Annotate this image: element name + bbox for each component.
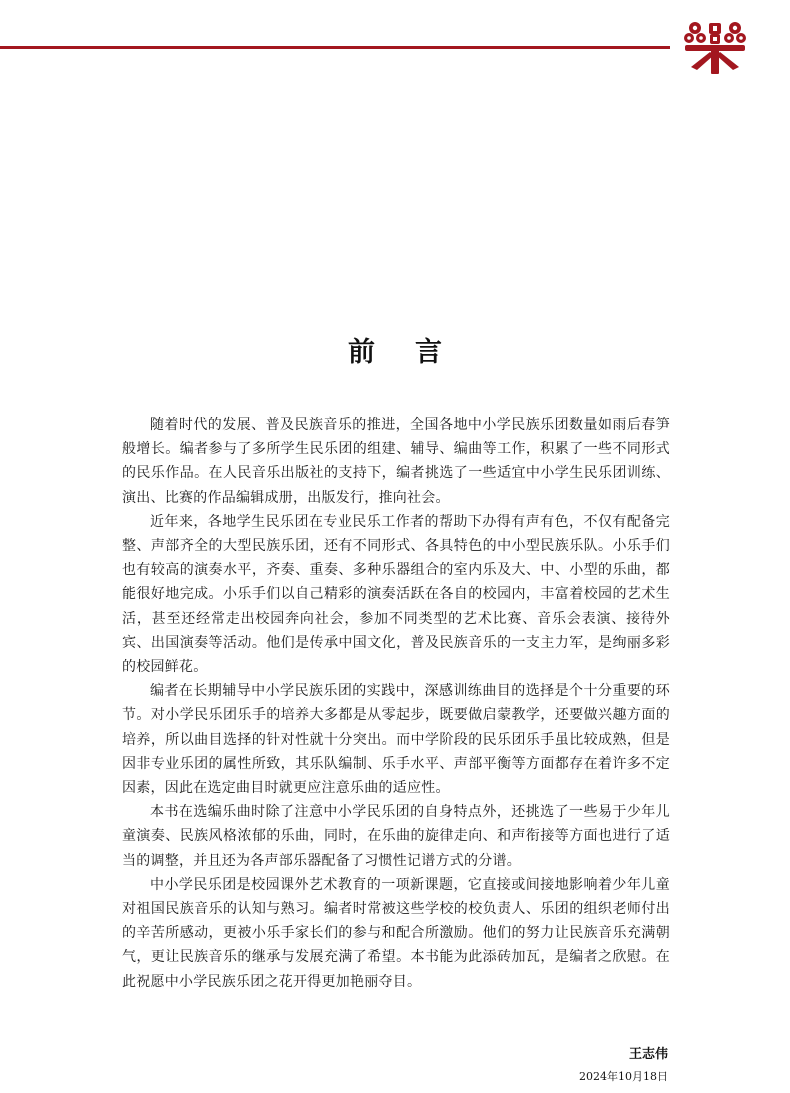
paragraph-4: 本书在选编乐曲时除了注意中小学民乐团的自身特点外，还挑选了一些易于少年儿童演奏、民族风格浓郁的乐曲，同时，在乐曲的旋律走向、和声衔接等方面也进行了适当的调整，并且还为各声部乐器配备了习惯性记谱方式的分谱。 — [122, 804, 670, 869]
paragraph-5: 中小学民乐团是校园课外艺术教育的一项新课题，它直接或间接地影响着少年儿童对祖国民族音乐的认知与熟习。编者时常被这些学校的校负责人、乐团的组织老师付出的辛苦所感动，更被小乐手家长们的参与和配合所激励。他们的努力让民族音乐充满朝气，更让民族音乐的继承与发展充满了希望。本书能为此添砖加瓦，是编者之欣慰。在此祝愿中小学民族乐团之花开得更加艳丽夺目。 — [122, 876, 670, 990]
ornamental-logo-icon — [683, 20, 747, 74]
preface-body — [122, 413, 670, 994]
preface-date: 2024年10月18日 — [579, 1070, 668, 1083]
paragraph-1: 随着时代的发展、普及民族音乐的推进，全国各地中小学民族乐团数量如雨后春笋般增长。编者参与了多所学生民乐团的组建、辅导、编曲等工作，积累了一些不同形式的民乐作品。在人民音乐出版社的支持下，编者挑选了一些适宜中小学生民乐团训练、演出、比赛的作品编辑成册，出版发行，推向社会。 — [122, 417, 670, 506]
author-signature: 王志伟 — [628, 1047, 668, 1062]
paragraph-2: 近年来，各地学生民乐团在专业民乐工作者的帮助下办得有声有色，不仅有配备完整、声部齐全的大型民族乐团，还有不同形式、各具特色的中小型民族乐队。小乐手们也有较高的演奏水平，齐奏、重奏、多种乐器组合的室内乐及大、中、小型的乐曲，都能很好地完成。小乐手们以自己精彩的演奏活跃在各自的校园内，丰富着校园的艺术生活，甚至还经常走出校园奔向社会，参加不同类型的艺术比赛、音乐会表演、接待外宾、出国演奏等活动。他们是传承中国文化，普及民族音乐的一支主力军，是绚丽多彩的校园鲜花。 — [122, 513, 670, 676]
page-title: 前言 — [348, 337, 482, 368]
paragraph-3: 编者在长期辅导中小学民族乐团的实践中，深感训练曲目的选择是个十分重要的环节。对小学民乐团乐手的培养大多都是从零起步，既要做启蒙教学，还要做兴趣方面的培养，所以曲目选择的针对性就十分突出。而中学阶段的民乐团乐手虽比较成熟，但是因非专业乐团的属性所致，其乐队编制、乐手水平、声部平衡等方面都存在着许多不定因素，因此在选定曲目时就更应注意乐曲的适应性。 — [122, 683, 670, 797]
header-rule — [0, 46, 670, 49]
